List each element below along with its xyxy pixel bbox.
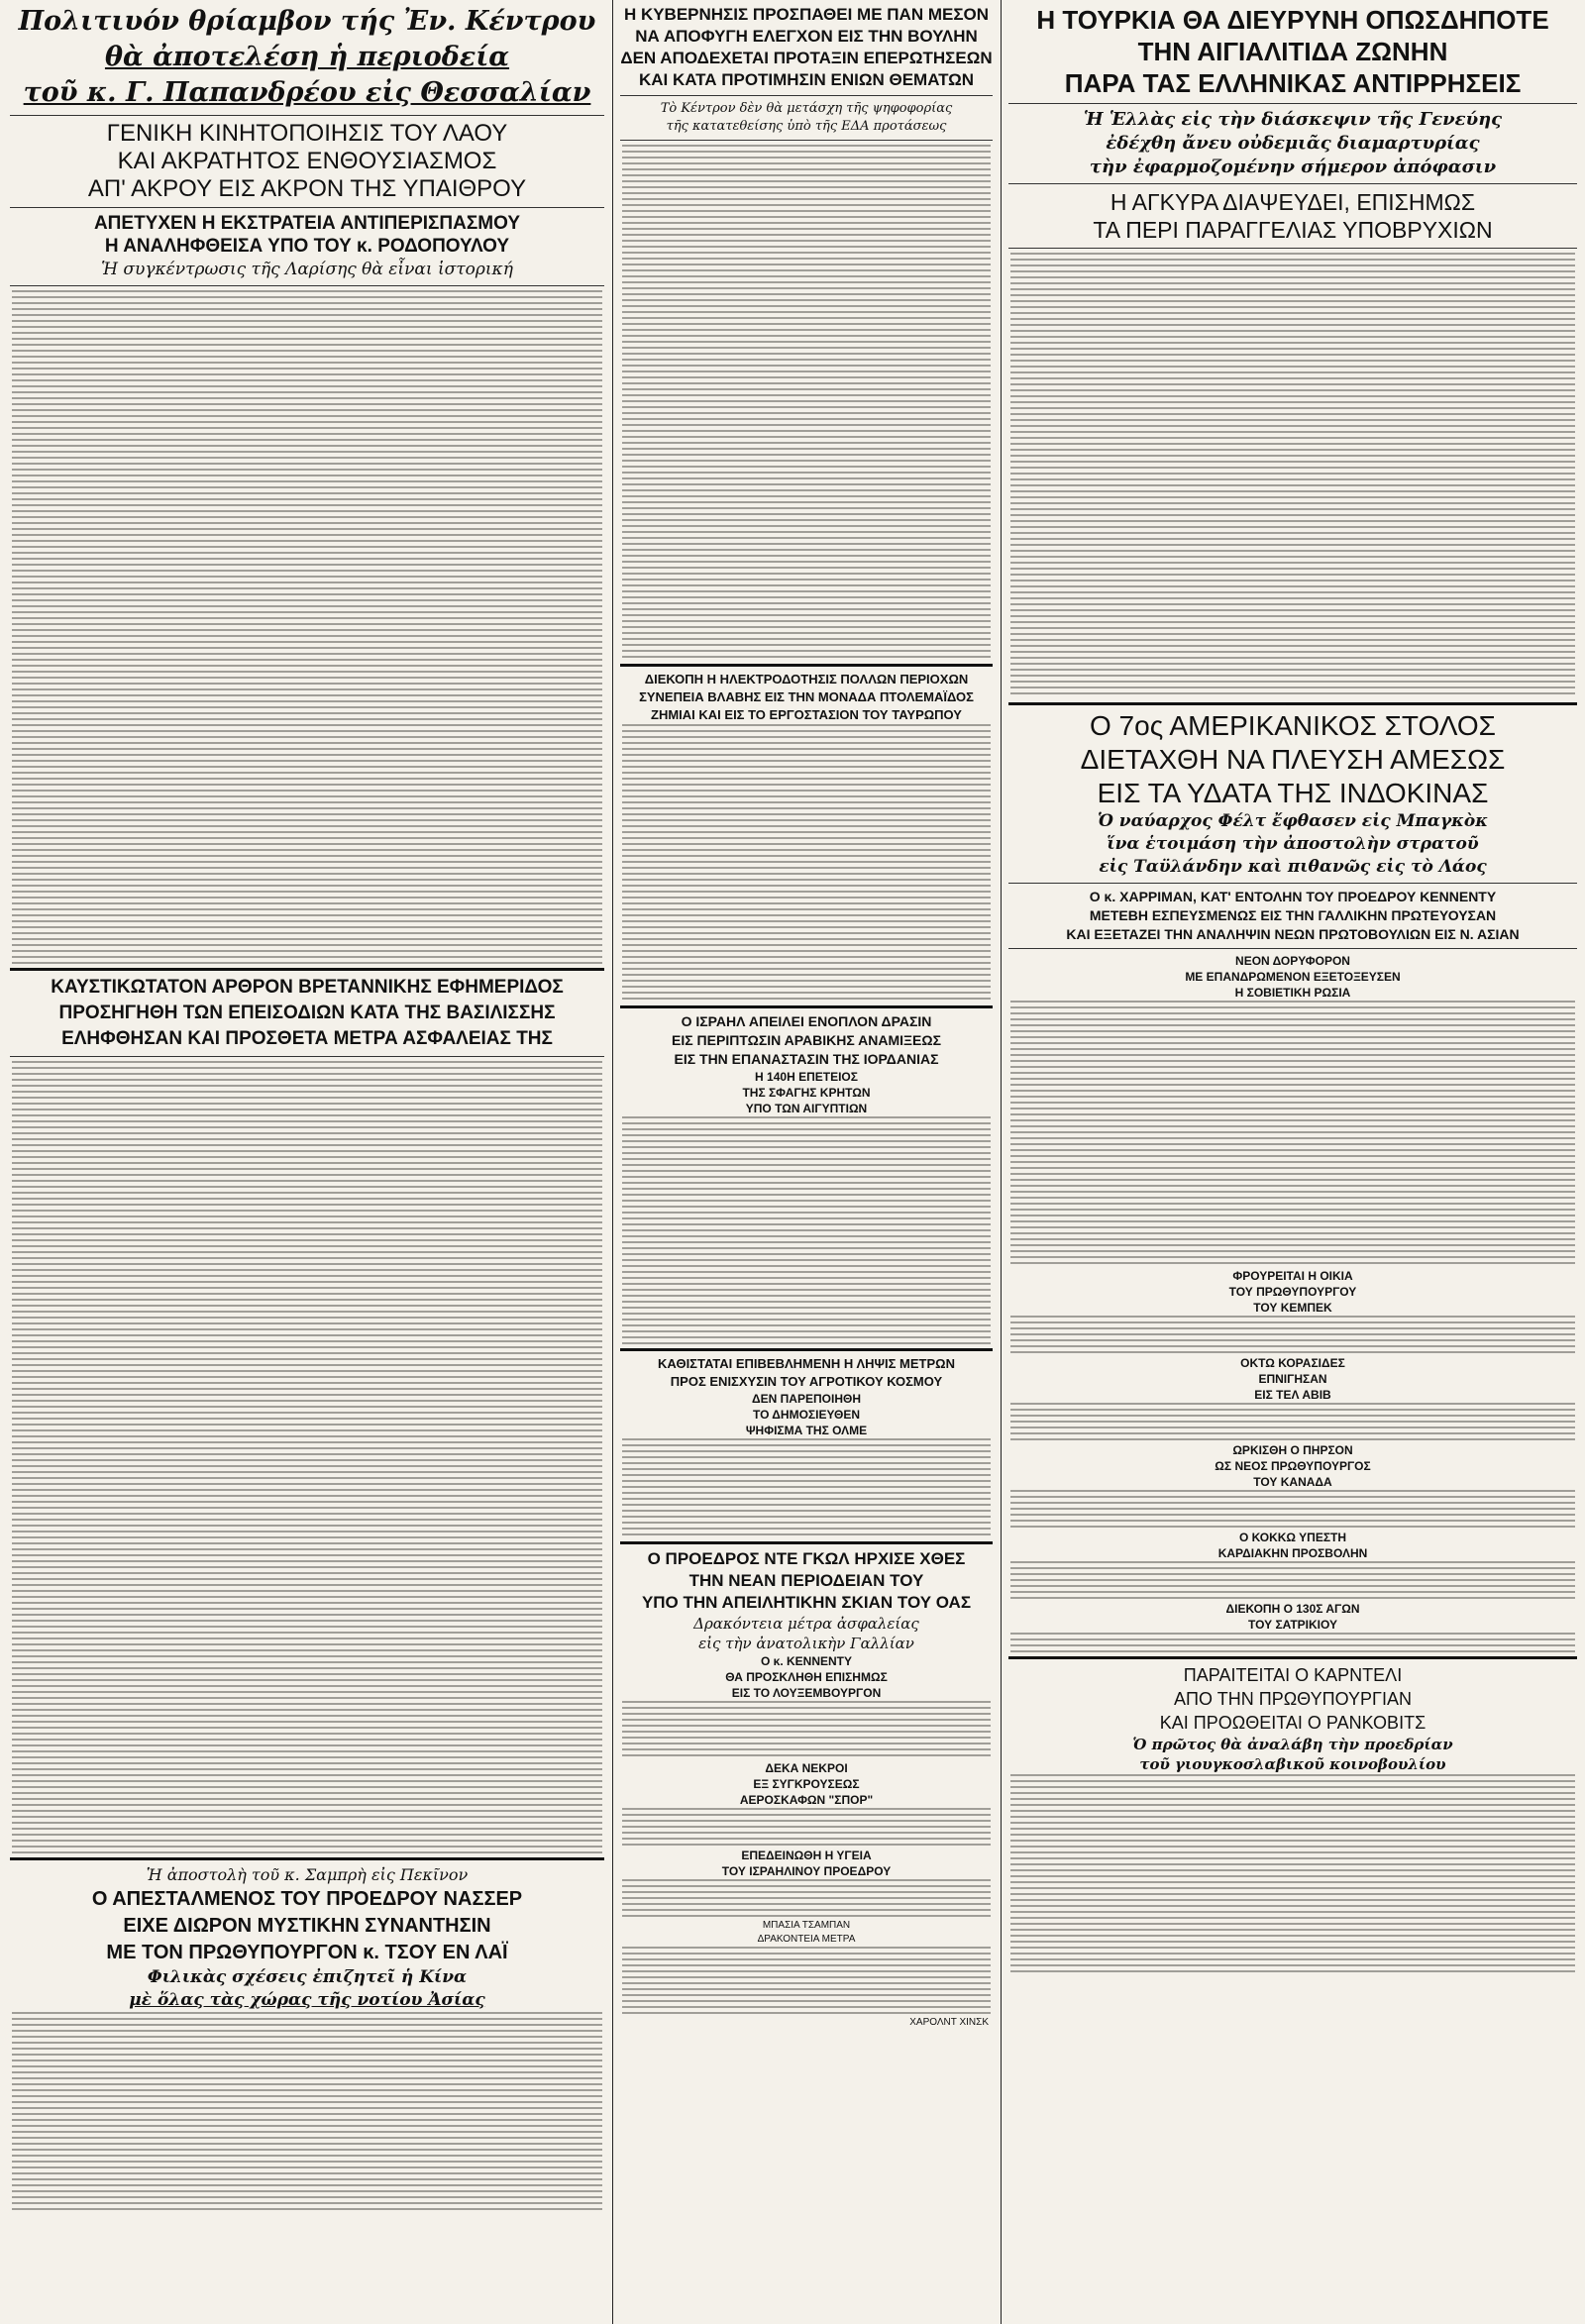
headline-girls-a: ΟΚΤΩ ΚΟΡΑΣΙΔΕΣ bbox=[1240, 1356, 1345, 1370]
headline-girls-b: ΕΠΝΙΓΗΣΑΝ bbox=[1258, 1372, 1327, 1386]
headline-satellite-c: Η ΣΟΒΙΕΤΙΚΗ ΡΩΣΙΑ bbox=[1234, 986, 1351, 1000]
headline-olme-a: ΔΕΝ ΠΑΡΕΠΟΙΗΘΗ bbox=[752, 1392, 861, 1406]
article-text-block bbox=[1010, 1633, 1575, 1652]
subhead-4: ΑΠΕΤΥΧΕΝ Η ΕΚΣΤΡΑΤΕΙΑ ΑΝΤΙΠΕΡΙΣΠΑΣΜΟΥ bbox=[93, 213, 521, 234]
headline-2: ΤΗΝ ΑΙΓΙΑΛΙΤΙΔΑ ΖΩΝΗΝ bbox=[1137, 37, 1448, 66]
headline-harriman-a: Ο κ. ΧΑΡΡΙΜΑΝ, ΚΑΤ' ΕΝΤΟΛΗΝ ΤΟΥ ΠΡΟΕΔΡΟΥ ΚΕΝΝΕΝΤΥ bbox=[1089, 889, 1497, 904]
headline-degaulle-d: Δρακόντεια μέτρα ἀσφαλείας bbox=[693, 1615, 919, 1633]
headline-chess-a: ΔΙΕΚΟΠΗ Ο 130Σ ΑΓΩΝ bbox=[1225, 1602, 1360, 1616]
headline-kardelj-c: ΚΑΙ ΠΡΟΩΘΕΙΤΑΙ Ο ΡΑΝΚΟΒΙΤΣ bbox=[1159, 1713, 1426, 1733]
headline-2: θὰ ἀποτελέση ἡ περιοδεία bbox=[104, 42, 510, 72]
headline-degaulle-e: εἰς τὴν ἀνατολικὴν Γαλλίαν bbox=[698, 1635, 914, 1652]
headline-quebec-b: ΤΟΥ ΠΡΩΘΥΠΟΥΡΓΟΥ bbox=[1228, 1285, 1357, 1299]
headline-cocteau-b: ΚΑΡΔΙΑΚΗΝ ΠΡΟΣΒΟΛΗΝ bbox=[1217, 1546, 1368, 1560]
headline-article-2c: ΕΛΗΦΘΗΣΑΝ ΚΑΙ ΠΡΟΣΘΕΤΑ ΜΕΤΡΑ ΑΣΦΑΛΕΙΑΣ ΤΗΣ bbox=[61, 1028, 553, 1049]
headline-kennedy-b: ΘΑ ΠΡΟΣΚΛΗΘΗ ΕΠΙΣΗΜΩΣ bbox=[725, 1670, 888, 1684]
headline-fleet-f: εἰς Ταϋλάνδην καὶ πιθανῶς εἰς τὸ Λάος bbox=[1099, 857, 1487, 877]
headline-article-3a: Ἡ ἀποστολὴ τοῦ κ. Σαμπρὴ εἰς Πεκῖνον bbox=[146, 1865, 469, 1884]
article-text-block bbox=[1010, 253, 1575, 698]
headline-degaulle-b: ΤΗΝ ΝΕΑΝ ΠΕΡΙΟΔΕΙΑΝ ΤΟΥ bbox=[688, 1571, 924, 1590]
headline-kardelj-d: Ὁ πρῶτος θὰ ἀναλάβη τὴν προεδρίαν bbox=[1132, 1736, 1453, 1753]
headline-article-3e: Φιλικὰς σχέσεις ἐπιζητεῖ ἡ Κίνα bbox=[147, 1967, 468, 1987]
subhead-1: Τὸ Κέντρον δὲν θὰ μετάσχη τῆς ψηφοφορίας bbox=[660, 101, 953, 116]
headline-kennedy-a: Ο κ. ΚΕΝΝΕΝΤΥ bbox=[760, 1654, 853, 1668]
article-text-block bbox=[622, 145, 991, 660]
article-text-block bbox=[622, 1438, 991, 1537]
headline-fleet-c: ΕΙΣ ΤΑ ΥΔΑΤΑ ΤΗΣ ΙΝΔΟΚΙΝΑΣ bbox=[1097, 778, 1489, 808]
article-text-block bbox=[12, 2012, 602, 2210]
headline-pearson-a: ΩΡΚΙΣΘΗ Ο ΠΗΡΣΟΝ bbox=[1232, 1443, 1353, 1457]
headline-2: ΝΑ ΑΠΟΦΥΓΗ ΕΛΕΓΧΟΝ ΕΙΣ ΤΗΝ ΒΟΥΛΗΝ bbox=[635, 27, 978, 46]
headline-article-3b: Ο ΑΠΕΣΤΑΛΜΕΝΟΣ ΤΟΥ ΠΡΟΕΔΡΟΥ ΝΑΣΣΕΡ bbox=[91, 1888, 523, 1910]
headline-power-a: ΔΙΕΚΟΠΗ Η ΗΛΕΚΤΡΟΔΟΤΗΣΙΣ ΠΟΛΛΩΝ ΠΕΡΙΟΧΩΝ bbox=[644, 672, 969, 687]
headline-article-3d: ΜΕ ΤΟΝ ΠΡΩΘΥΠΟΥΡΓΟΝ κ. ΤΣΟΥ ΕΝ ΛΑΪ bbox=[106, 1942, 508, 1963]
headline-3: ΠΑΡΑ ΤΑΣ ΕΛΛΗΝΙΚΑΣ ΑΝΤΙΡΡΗΣΕΙΣ bbox=[1064, 68, 1522, 98]
headline-fleet-a: Ο 7ος ΑΜΕΡΙΚΑΝΙΚΟΣ ΣΤΟΛΟΣ bbox=[1090, 710, 1496, 741]
headline-israel-b: ΕΙΣ ΠΕΡΙΠΤΩΣΙΝ ΑΡΑΒΙΚΗΣ ΑΝΑΜΙΞΕΩΣ bbox=[672, 1032, 941, 1048]
subhead-3: ΑΠ' ΑΚΡΟΥ ΕΙΣ ΑΚΡΟΝ ΤΗΣ ΥΠΑΙΘΡΟΥ bbox=[87, 175, 527, 202]
article-text-block bbox=[622, 1808, 991, 1848]
subhead-measures: ΔΡΑΚΟΝΤΕΙΑ ΜΕΤΡΑ bbox=[757, 1934, 856, 1945]
column-left bbox=[4, 0, 610, 2324]
headline-agri-b: ΠΡΟΣ ΕΝΙΣΧΥΣΙΝ ΤΟΥ ΑΓΡΟΤΙΚΟΥ ΚΟΣΜΟΥ bbox=[670, 1374, 943, 1389]
article-text-block bbox=[12, 290, 602, 964]
subhead-4: Η ΑΓΚΥΡΑ ΔΙΑΨΕΥΔΕΙ, ΕΠΙΣΗΜΩΣ bbox=[1110, 189, 1476, 215]
headline-1: Η ΤΟΥΡΚΙΑ ΘΑ ΔΙΕΥΡΥΝΗ ΟΠΩΣΔΗΠΟΤΕ bbox=[1036, 5, 1549, 35]
headline-article-3f: μὲ ὅλας τὰς χώρας τῆς νοτίου Ἀσίας bbox=[129, 1990, 485, 2010]
headline-degaulle-a: Ο ΠΡΟΕΔΡΟΣ ΝΤΕ ΓΚΩΛ ΗΡΧΙΣΕ ΧΘΕΣ bbox=[647, 1549, 966, 1568]
headline-health-b: ΤΟΥ ΙΣΡΑΗΛΙΝΟΥ ΠΡΟΕΔΡΟΥ bbox=[721, 1864, 892, 1878]
byline-1: ΜΠΑΣΙΑ ΤΣΑΜΠΑΝ bbox=[762, 1920, 851, 1931]
headline-chess-b: ΤΟΥ ΣΑΤΡΙΚΙΟΥ bbox=[1248, 1618, 1337, 1632]
subhead-1: ΓΕΝΙΚΗ ΚΙΝΗΤΟΠΟΙΗΣΙΣ ΤΟΥ ΛΑΟΥ bbox=[106, 120, 508, 147]
headline-olme-b: ΤΟ ΔΗΜΟΣΙΕΥΘΕΝ bbox=[752, 1408, 861, 1422]
headline-degaulle-c: ΥΠΟ ΤΗΝ ΑΠΕΙΛΗΤΙΚΗΝ ΣΚΙΑΝ ΤΟΥ ΟΑΣ bbox=[641, 1593, 972, 1612]
byline-2: ΧΑΡΟΛΝΤ ΧΙΝΣΚ bbox=[909, 2017, 989, 2028]
subhead-2: τῆς κατατεθείσης ὑπὸ τῆς ΕΔΑ προτάσεως bbox=[666, 119, 947, 134]
headline-crash-b: ΕΞ ΣΥΓΚΡΟΥΣΕΩΣ bbox=[753, 1777, 860, 1791]
headline-pearson-c: ΤΟΥ ΚΑΝΑΔΑ bbox=[1253, 1475, 1332, 1489]
headline-4: ΚΑΙ ΚΑΤΑ ΠΡΟΤΙΜΗΣΙΝ ΕΝΙΩΝ ΘΕΜΑΤΩΝ bbox=[638, 70, 975, 89]
headline-power-c: ΖΗΜΙΑΙ ΚΑΙ ΕΙΣ ΤΟ ΕΡΓΟΣΤΑΣΙΟΝ ΤΟΥ ΤΑΥΡΩΠΟΥ bbox=[651, 707, 962, 722]
headline-1: Η ΚΥΒΕΡΝΗΣΙΣ ΠΡΟΣΠΑΘΕΙ ΜΕ ΠΑΝ ΜΕΣΟΝ bbox=[623, 5, 990, 24]
headline-kardelj-b: ΑΠΟ ΤΗΝ ΠΡΩΘΥΠΟΥΡΓΙΑΝ bbox=[1174, 1689, 1412, 1709]
headline-crash-a: ΔΕΚΑ ΝΕΚΡΟΙ bbox=[765, 1761, 848, 1775]
headline-olme-c: ΨΗΦΙΣΜΑ ΤΗΣ ΟΛΜΕ bbox=[745, 1424, 868, 1437]
article-text-block bbox=[12, 1061, 602, 1853]
headline-fleet-b: ΔΙΕΤΑΧΘΗ ΝΑ ΠΛΕΥΣΗ ΑΜΕΣΩΣ bbox=[1080, 744, 1506, 775]
headline-satellite-a: ΝΕΟΝ ΔΟΡΥΦΟΡΟΝ bbox=[1235, 954, 1350, 968]
headline-satellite-b: ΜΕ ΕΠΑΝΔΡΩΜΕΝΟΝ ΕΞΕΤΟΞΕΥΣΕΝ bbox=[1185, 970, 1401, 984]
headline-quebec-a: ΦΡΟΥΡΕΙΤΑΙ Η ΟΙΚΙΑ bbox=[1232, 1269, 1353, 1283]
headline-fleet-e: ἵνα ἑτοιμάση τὴν ἀποστολὴν στρατοῦ bbox=[1107, 834, 1479, 854]
headline-health-a: ΕΠΕΔΕΙΝΩΘΗ Η ΥΓΕΙΑ bbox=[741, 1849, 872, 1862]
column-right bbox=[1003, 0, 1583, 2324]
headline-crete-b: ΤΗΣ ΣΦΑΓΗΣ ΚΡΗΤΩΝ bbox=[742, 1086, 871, 1100]
headline-harriman-b: ΜΕΤΕΒΗ ΕΣΠΕΥΣΜΕΝΩΣ ΕΙΣ ΤΗΝ ΓΑΛΛΙΚΗΝ ΠΡΩΤΕΥΟΥΣΑΝ bbox=[1089, 907, 1497, 923]
headline-cocteau-a: Ο ΚΟΚΚΩ ΥΠΕΣΤΗ bbox=[1238, 1531, 1347, 1544]
article-text-block bbox=[1010, 1490, 1575, 1530]
headline-article-3c: ΕΙΧΕ ΔΙΩΡΟΝ ΜΥΣΤΙΚΗΝ ΣΥΝΑΝΤΗΣΙΝ bbox=[123, 1915, 491, 1937]
subhead-6: Ἡ συγκέντρωσις τῆς Λαρίσης θὰ εἶναι ἱστορική bbox=[101, 260, 513, 279]
headline-crete-c: ΥΠΟ ΤΩΝ ΑΙΓΥΠΤΙΩΝ bbox=[745, 1102, 868, 1115]
article-text-block bbox=[622, 1879, 991, 1919]
headline-kardelj-e: τοῦ γιουγκοσλαβικοῦ κοινοβουλίου bbox=[1139, 1755, 1446, 1773]
article-text-block bbox=[1010, 1774, 1575, 1972]
article-text-block bbox=[622, 1947, 991, 2016]
column-middle bbox=[614, 0, 999, 2324]
headline-power-b: ΣΥΝΕΠΕΙΑ ΒΛΑΒΗΣ ΕΙΣ ΤΗΝ ΜΟΝΑΔΑ ΠΤΟΛΕΜΑΪΔΟΣ bbox=[639, 689, 974, 704]
headline-article-2a: ΚΑΥΣΤΙΚΩΤΑΤΟΝ ΑΡΘΡΟΝ ΒΡΕΤΑΝΝΙΚΗΣ ΕΦΗΜΕΡΙΔΟΣ bbox=[51, 977, 564, 998]
headline-pearson-b: ΩΣ ΝΕΟΣ ΠΡΩΘΥΠΟΥΡΓΟΣ bbox=[1215, 1459, 1371, 1473]
subhead-3: τὴν ἐφαρμοζομένην σήμερον ἀπόφασιν bbox=[1089, 157, 1497, 177]
headline-fleet-d: Ὁ ναύαρχος Φέλτ ἔφθασεν εἰς Μπαγκὸκ bbox=[1097, 811, 1488, 831]
headline-agri-a: ΚΑΘΙΣΤΑΤΑΙ ΕΠΙΒΕΒΛΗΜΕΝΗ Η ΛΗΨΙΣ ΜΕΤΡΩΝ bbox=[658, 1356, 955, 1371]
headline-crash-c: ΑΕΡΟΣΚΑΦΩΝ "ΣΠΟΡ" bbox=[739, 1793, 874, 1807]
headline-quebec-c: ΤΟΥ ΚΕΜΠΕΚ bbox=[1253, 1301, 1332, 1315]
headline-1: Πολιτιυόν θρίαμβον τής Ἐν. Κέντρου bbox=[18, 6, 596, 37]
article-text-block bbox=[622, 1701, 991, 1760]
subhead-2: ΚΑΙ ΑΚΡΑΤΗΤΟΣ ΕΝΘΟΥΣΙΑΣΜΟΣ bbox=[117, 148, 497, 174]
subhead-1: Ἡ Ἑλλὰς εἰς τὴν διάσκεψιν τῆς Γενεύης bbox=[1083, 109, 1503, 130]
subhead-5: ΤΑ ΠΕΡΙ ΠΑΡΑΓΓΕΛΙΑΣ ΥΠΟΒΡΥΧΙΩΝ bbox=[1093, 217, 1493, 243]
headline-israel-a: Ο ΙΣΡΑΗΛ ΑΠΕΙΛΕΙ ΕΝΟΠΛΟΝ ΔΡΑΣΙΝ bbox=[681, 1013, 932, 1029]
article-text-block bbox=[622, 724, 991, 1002]
headline-3: ΔΕΝ ΑΠΟΔΕΧΕΤΑΙ ΠΡΟΤΑΞΙΝ ΕΠΕΡΩΤΗΣΕΩΝ bbox=[620, 49, 993, 67]
headline-kardelj-a: ΠΑΡΑΙΤΕΙΤΑΙ Ο ΚΑΡΝΤΕΛΙ bbox=[1183, 1665, 1403, 1685]
headline-israel-c: ΕΙΣ ΤΗΝ ΕΠΑΝΑΣΤΑΣΙΝ ΤΗΣ ΙΟΡΔΑΝΙΑΣ bbox=[674, 1051, 939, 1067]
headline-girls-c: ΕΙΣ ΤΕΛ ΑΒΙΒ bbox=[1254, 1388, 1331, 1402]
headline-article-2b: ΠΡΟΣΗΓΗΘΗ ΤΩΝ ΕΠΕΙΣΟΔΙΩΝ ΚΑΤΑ ΤΗΣ ΒΑΣΙΛΙΣΣΗΣ bbox=[58, 1003, 556, 1023]
subhead-5: Η ΑΝΑΛΗΦΘΕΙΣΑ ΥΠΟ ΤΟΥ κ. ΡΟΔΟΠΟΥΛΟΥ bbox=[104, 236, 510, 257]
headline-3: τοῦ κ. Γ. Παπανδρέου εἰς Θεσσαλίαν bbox=[23, 77, 591, 108]
headline-harriman-c: ΚΑΙ ΕΞΕΤΑΖΕΙ ΤΗΝ ΑΝΑΛΗΨΙΝ ΝΕΩΝ ΠΡΩΤΟΒΟΥΛΙΩΝ ΕΙΣ Ν. ΑΣΙΑΝ bbox=[1066, 926, 1520, 942]
article-text-block bbox=[1010, 1403, 1575, 1442]
article-text-block bbox=[1010, 1561, 1575, 1601]
article-text-block bbox=[1010, 1316, 1575, 1355]
headline-crete-a: Η 140Η ΕΠΕΤΕΙΟΣ bbox=[755, 1070, 858, 1084]
subhead-2: ἐδέχθη ἄνευ οὐδεμιᾶς διαμαρτυρίας bbox=[1106, 133, 1480, 154]
article-text-block bbox=[1010, 1001, 1575, 1268]
article-text-block bbox=[622, 1116, 991, 1344]
headline-kennedy-c: ΕΙΣ ΤΟ ΛΟΥΞΕΜΒΟΥΡΓΟΝ bbox=[731, 1686, 882, 1700]
